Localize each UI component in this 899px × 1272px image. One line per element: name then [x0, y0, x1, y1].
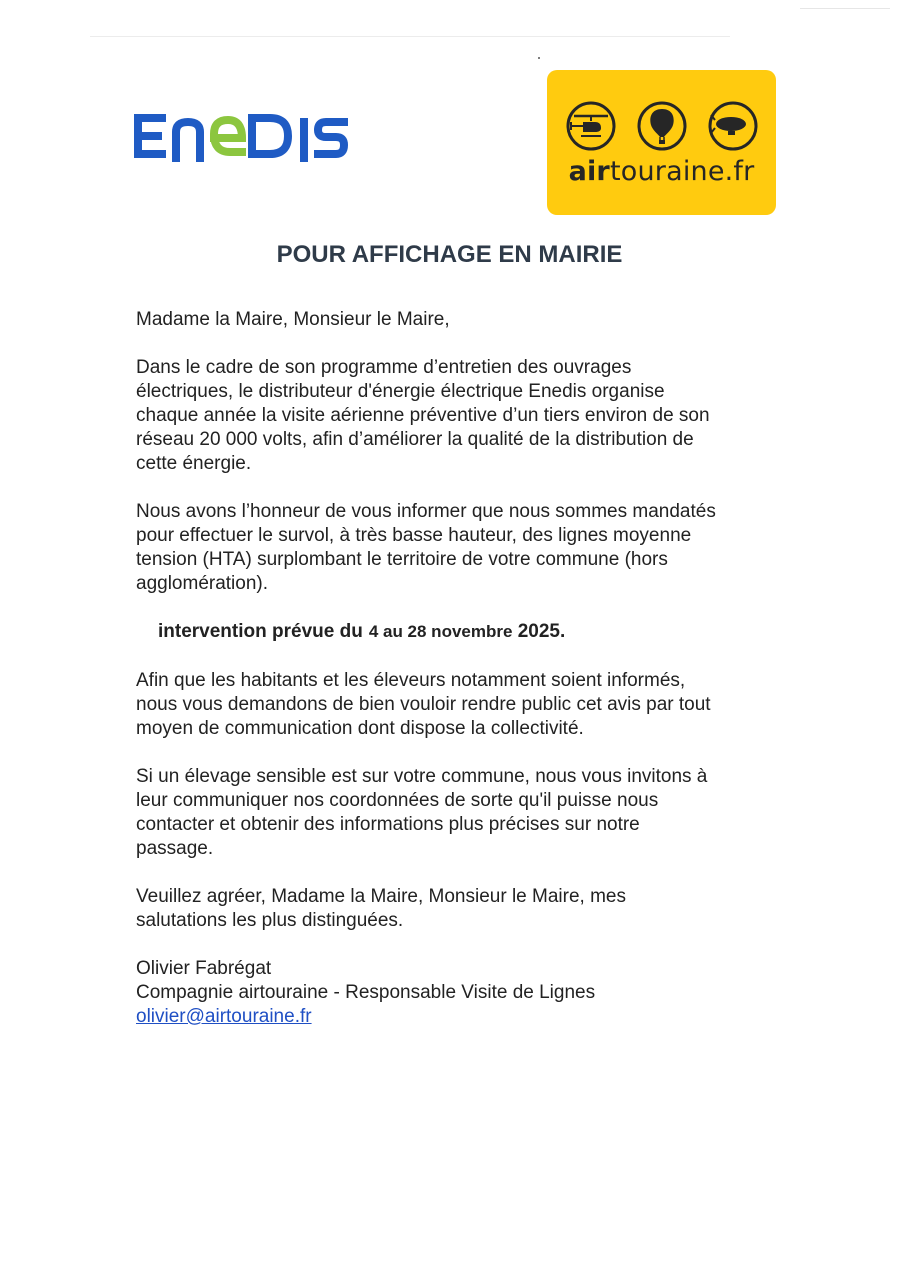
paragraph-context — [136, 356, 786, 476]
paragraph-line: Afin que les habitants et les éleveurs notamment soient informés, — [136, 670, 686, 691]
signature-name: Olivier Fabrégat — [136, 958, 272, 979]
signature-email-link[interactable]: olivier@airtouraine.fr — [136, 1006, 312, 1027]
paragraph-line: leur communiquer nos coordonnées de sorte qu'il puisse nous — [136, 790, 659, 811]
page-title: POUR AFFICHAGE EN MAIRIE — [276, 241, 623, 268]
paragraph-line: Veuillez agréer, Madame la Maire, Monsieur le Maire, mes — [136, 886, 626, 907]
closing-formula — [136, 885, 786, 933]
signature-role: Compagnie airtouraine - Responsable Visite de Lignes — [136, 982, 596, 1003]
paragraph-line: tension (HTA) surplombant le territoire de votre commune (hors — [136, 549, 668, 570]
hot-air-balloon-icon — [639, 103, 685, 149]
airship-icon — [710, 103, 756, 149]
airtouraine-wordmark — [547, 156, 776, 187]
paragraph-line: pour effectuer le survol, à très basse hauteur, des lignes moyenne — [136, 525, 692, 546]
scan-artifact-line-right — [800, 8, 890, 9]
paragraph-line: Nous avons l’honneur de vous informer que nous sommes mandatés — [136, 501, 716, 522]
intervention-year: 2025. — [517, 621, 566, 642]
scan-artifact-line — [90, 36, 730, 37]
enedis-logo — [132, 108, 350, 164]
paragraph-line: passage. — [136, 838, 214, 859]
paragraph-line: moyen de communication dont dispose la collectivité. — [136, 718, 584, 739]
paragraph-request — [136, 669, 786, 741]
paragraph-livestock — [136, 765, 786, 861]
paragraph-line: réseau 20 000 volts, afin d’améliorer la qualité de la distribution de — [136, 429, 694, 450]
airtouraine-logo — [547, 70, 776, 215]
paragraph-line: nous vous demandons de bien vouloir rendre public cet avis par tout — [136, 694, 711, 715]
letter-body — [136, 308, 786, 1053]
paragraph-line: chaque année la visite aérienne préventive d’un tiers environ de son — [136, 405, 710, 426]
paragraph-line: contacter et obtenir des informations plus précises sur notre — [136, 814, 640, 835]
airtouraine-wordmark-prefix: air — [568, 156, 610, 187]
intervention-dates — [158, 620, 786, 644]
paragraph-line: cette énergie. — [136, 453, 252, 474]
salutation: Madame la Maire, Monsieur le Maire, — [136, 309, 450, 330]
paragraph-line: électriques, le distributeur d'énergie électrique Enedis organise — [136, 381, 665, 402]
paragraph-line: Si un élevage sensible est sur votre commune, nous vous invitons à — [136, 766, 708, 787]
signature-block — [136, 957, 786, 1029]
airtouraine-icons — [565, 100, 760, 152]
helicopter-icon — [568, 103, 614, 149]
airtouraine-wordmark-suffix: touraine.fr — [609, 156, 755, 187]
paragraph-notice — [136, 500, 786, 596]
intervention-date-range: 4 au 28 novembre — [368, 622, 513, 641]
intervention-label: intervention prévue du — [158, 621, 363, 642]
scan-artifact-dot — [538, 57, 540, 59]
paragraph-line: agglomération). — [136, 573, 269, 594]
paragraph-line: salutations les plus distinguées. — [136, 910, 404, 931]
paragraph-line: Dans le cadre de son programme d’entretien des ouvrages — [136, 357, 632, 378]
